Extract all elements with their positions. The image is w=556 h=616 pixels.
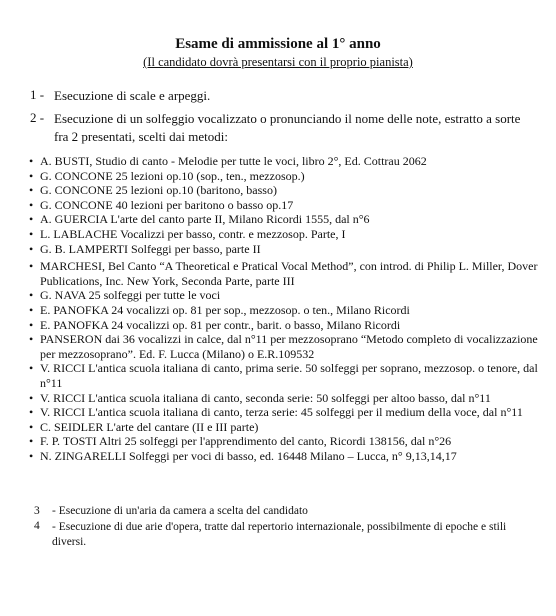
method-item: • E. PANOFKA 24 vocalizzi op. 81 per sop., mezzosop. o ten., Milano Ricordi — [26, 303, 546, 318]
method-item: • G. B. LAMPERTI Solfeggi per basso, parte II — [26, 242, 546, 257]
method-item: • L. LABLACHE Vocalizzi per basso, contr. e mezzosop. Parte, I — [26, 227, 546, 242]
method-item: • V. RICCI L'antica scuola italiana di canto, seconda serie: 50 solfeggi per altoo basso, dal n°11 — [26, 391, 546, 406]
method-item: • G. NAVA 25 solfeggi per tutte le voci — [26, 288, 546, 303]
method-item: • V. RICCI L'antica scuola italiana di canto, prima serie. 50 solfeggi per soprano, mezzosop. o tenore, dal n°11 — [26, 361, 546, 390]
page-subtitle: (Il candidato dovrà presentarsi con il proprio pianista) — [143, 55, 413, 69]
item-2-number: 2 - — [30, 110, 45, 125]
item-2-text: Esecuzione di un solfeggio vocalizzato o pronunciando il nome delle note, estratto a sorte fra 2 presentati, scelti dai metodi: — [54, 111, 521, 144]
method-item: • MARCHESI, Bel Canto “A Theoretical e Pratical Vocal Method”, con introd. di Philip L. Miller, Dover Publications, Inc. New York, Seconda Parte, parte III — [26, 259, 546, 288]
item-3-text: - Esecuzione di un'aria da camera a scelta del candidato — [52, 505, 308, 517]
item-1-number: 1 - — [30, 87, 45, 102]
method-item: • G. CONCONE 25 lezioni op.10 (baritono, basso) — [26, 183, 546, 198]
item-1-text: Esecuzione di scale e arpeggi. — [54, 88, 211, 103]
method-item: • F. P. TOSTI Altri 25 solfeggi per l'apprendimento del canto, Ricordi 138156, dal n°26 — [26, 434, 546, 449]
method-item: • E. PANOFKA 24 vocalizzi op. 81 per contr., barit. o basso, Milano Ricordi — [26, 318, 546, 333]
method-item: • G. CONCONE 25 lezioni op.10 (sop., ten., mezzosop.) — [26, 169, 546, 184]
method-item: • PANSERON dai 36 vocalizzi in calce, dal n°11 per mezzosoprano “Metodo completo di vocalizzazione per mezzosoprano”. Ed. F. Lucca (Milano) o E.R.109532 — [26, 332, 546, 361]
page-title: Esame di ammissione al 1° anno — [175, 36, 381, 52]
method-item: • N. ZINGARELLI Solfeggi per voci di basso, ed. 16448 Milano – Lucca, n° 9,13,14,17 — [26, 449, 546, 464]
item-3-number: 3 — [34, 505, 40, 517]
method-item: • G. CONCONE 40 lezioni per baritono o basso op.17 — [26, 198, 546, 213]
method-item: • C. SEIDLER L'arte del cantare (II e III parte) — [26, 420, 546, 435]
item-4-number: 4 — [34, 520, 40, 532]
method-item: • A. BUSTI, Studio di canto - Melodie per tutte le voci, libro 2°, Ed. Cottrau 2062 — [26, 154, 546, 169]
methods-list — [26, 154, 546, 463]
item-4-text: - Esecuzione di due arie d'opera, tratte dal repertorio internazionale, possibilmente di epoche e stili diversi. — [52, 521, 507, 548]
method-item: • A. GUERCIA L'arte del canto parte II, Milano Ricordi 1555, dal n°6 — [26, 212, 546, 227]
method-item: • V. RICCI L'antica scuola italiana di canto, terza serie: 45 solfeggi per il medium della voce, dal n°11 — [26, 405, 546, 420]
